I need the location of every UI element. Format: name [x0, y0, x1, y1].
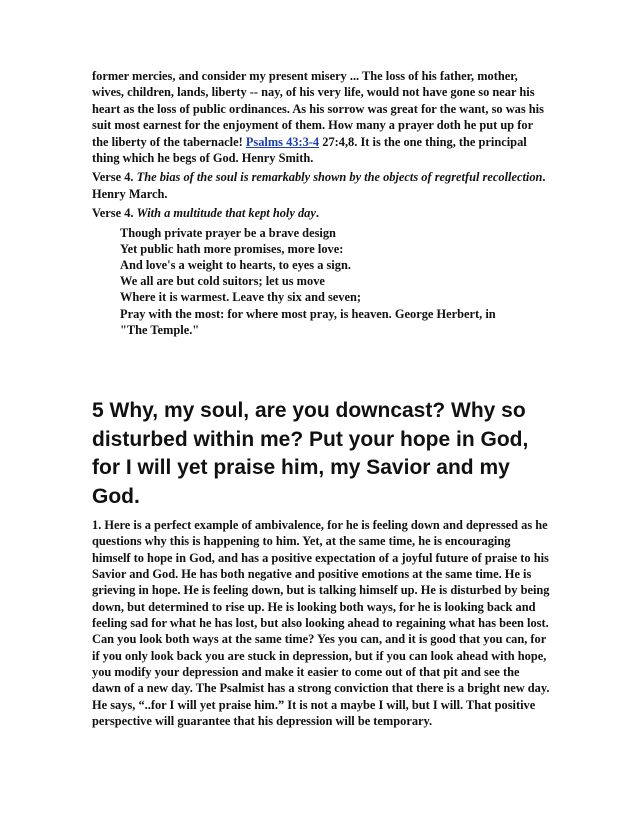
verse-label: Verse 4. — [92, 170, 134, 185]
psalms-link[interactable]: Psalms 43:3-4 — [245, 134, 320, 149]
commentary-paragraph: 1. Here is a perfect example of ambivalence, for he is feeling down and depressed as he questions why this is happening to him. Yet, at the same time, he is encouraging himself to hope in God, and has a positive expectation of a joyful future of praise to his Savior and God. He has both negative and positive emotions at the same time. He is grieving in hope. He is feeling down, but is talking himself up. He is disturbed by being down, but determined to rise up. He is looking both ways, for he is looking back and feeling sad for what he has lost, but also looking ahead to regaining what has been lost. Can you look both ways at the same time? Yes you can, and it is good that you can, for if you only look back you are stuck in depression, but if you can look ahead with hope, you modify your depression and make it easier to come out of that pit and see the dawn of a new day. The Psalmist has a strong conviction that there is a bright new day. He says, “..for I will yet praise him.” It is not a maybe I will, but I will. That positive perspective will guarantee that his depression will be temporary. — [92, 518, 550, 729]
poem-line: Yet public hath more promises, more love: — [120, 241, 344, 256]
commentary-section — [92, 517, 550, 729]
quote-paragraph — [92, 68, 550, 166]
poem-line: And love's a weight to hearts, to eyes a sign. — [120, 258, 351, 273]
quote-text-after: 27:4,8. It is the one thing, the principal thing which he begs of God. Henry Smith. — [92, 134, 527, 166]
poem-line: We all are but cold suitors; let us move — [120, 274, 325, 289]
poem-line: "The Temple." — [120, 322, 200, 337]
verse-period: . — [315, 206, 319, 221]
document-body — [92, 68, 550, 338]
verse-attribution: . Henry March. — [92, 170, 546, 201]
quote-text-before: former mercies, and consider my present misery ... The loss of his father, mother, wives, children, lands, liberty -- nay, of his very life, would not have gone so near his heart as the loss of public ordinances. As his sorrow was great for the want, so was his suit most earnest for the enjoyment of them. How many a prayer doth he put up for the liberty of the tabernacle! — [92, 69, 544, 149]
poem-line: Though private prayer be a brave design — [120, 225, 336, 240]
verse-italic-text: With a multitude that kept holy day — [136, 206, 316, 221]
poem-line: Pray with the most: for where most pray, is heaven. George Herbert, in — [120, 306, 496, 321]
verse-note-multitude — [92, 205, 550, 221]
verse-italic-text: The bias of the soul is remarkably shown by the objects of regretful recollection — [136, 170, 543, 185]
verse-heading: 5 Why, my soul, are you downcast? Why so disturbed within me? Put your hope in God, for I will yet praise him, my Savior and my God. — [92, 399, 529, 508]
verse-label: Verse 4. — [92, 206, 134, 221]
poem-block — [120, 225, 550, 338]
poem-line: Where it is warmest. Leave thy six and seven; — [120, 290, 362, 305]
verse-note-bias — [92, 169, 550, 202]
